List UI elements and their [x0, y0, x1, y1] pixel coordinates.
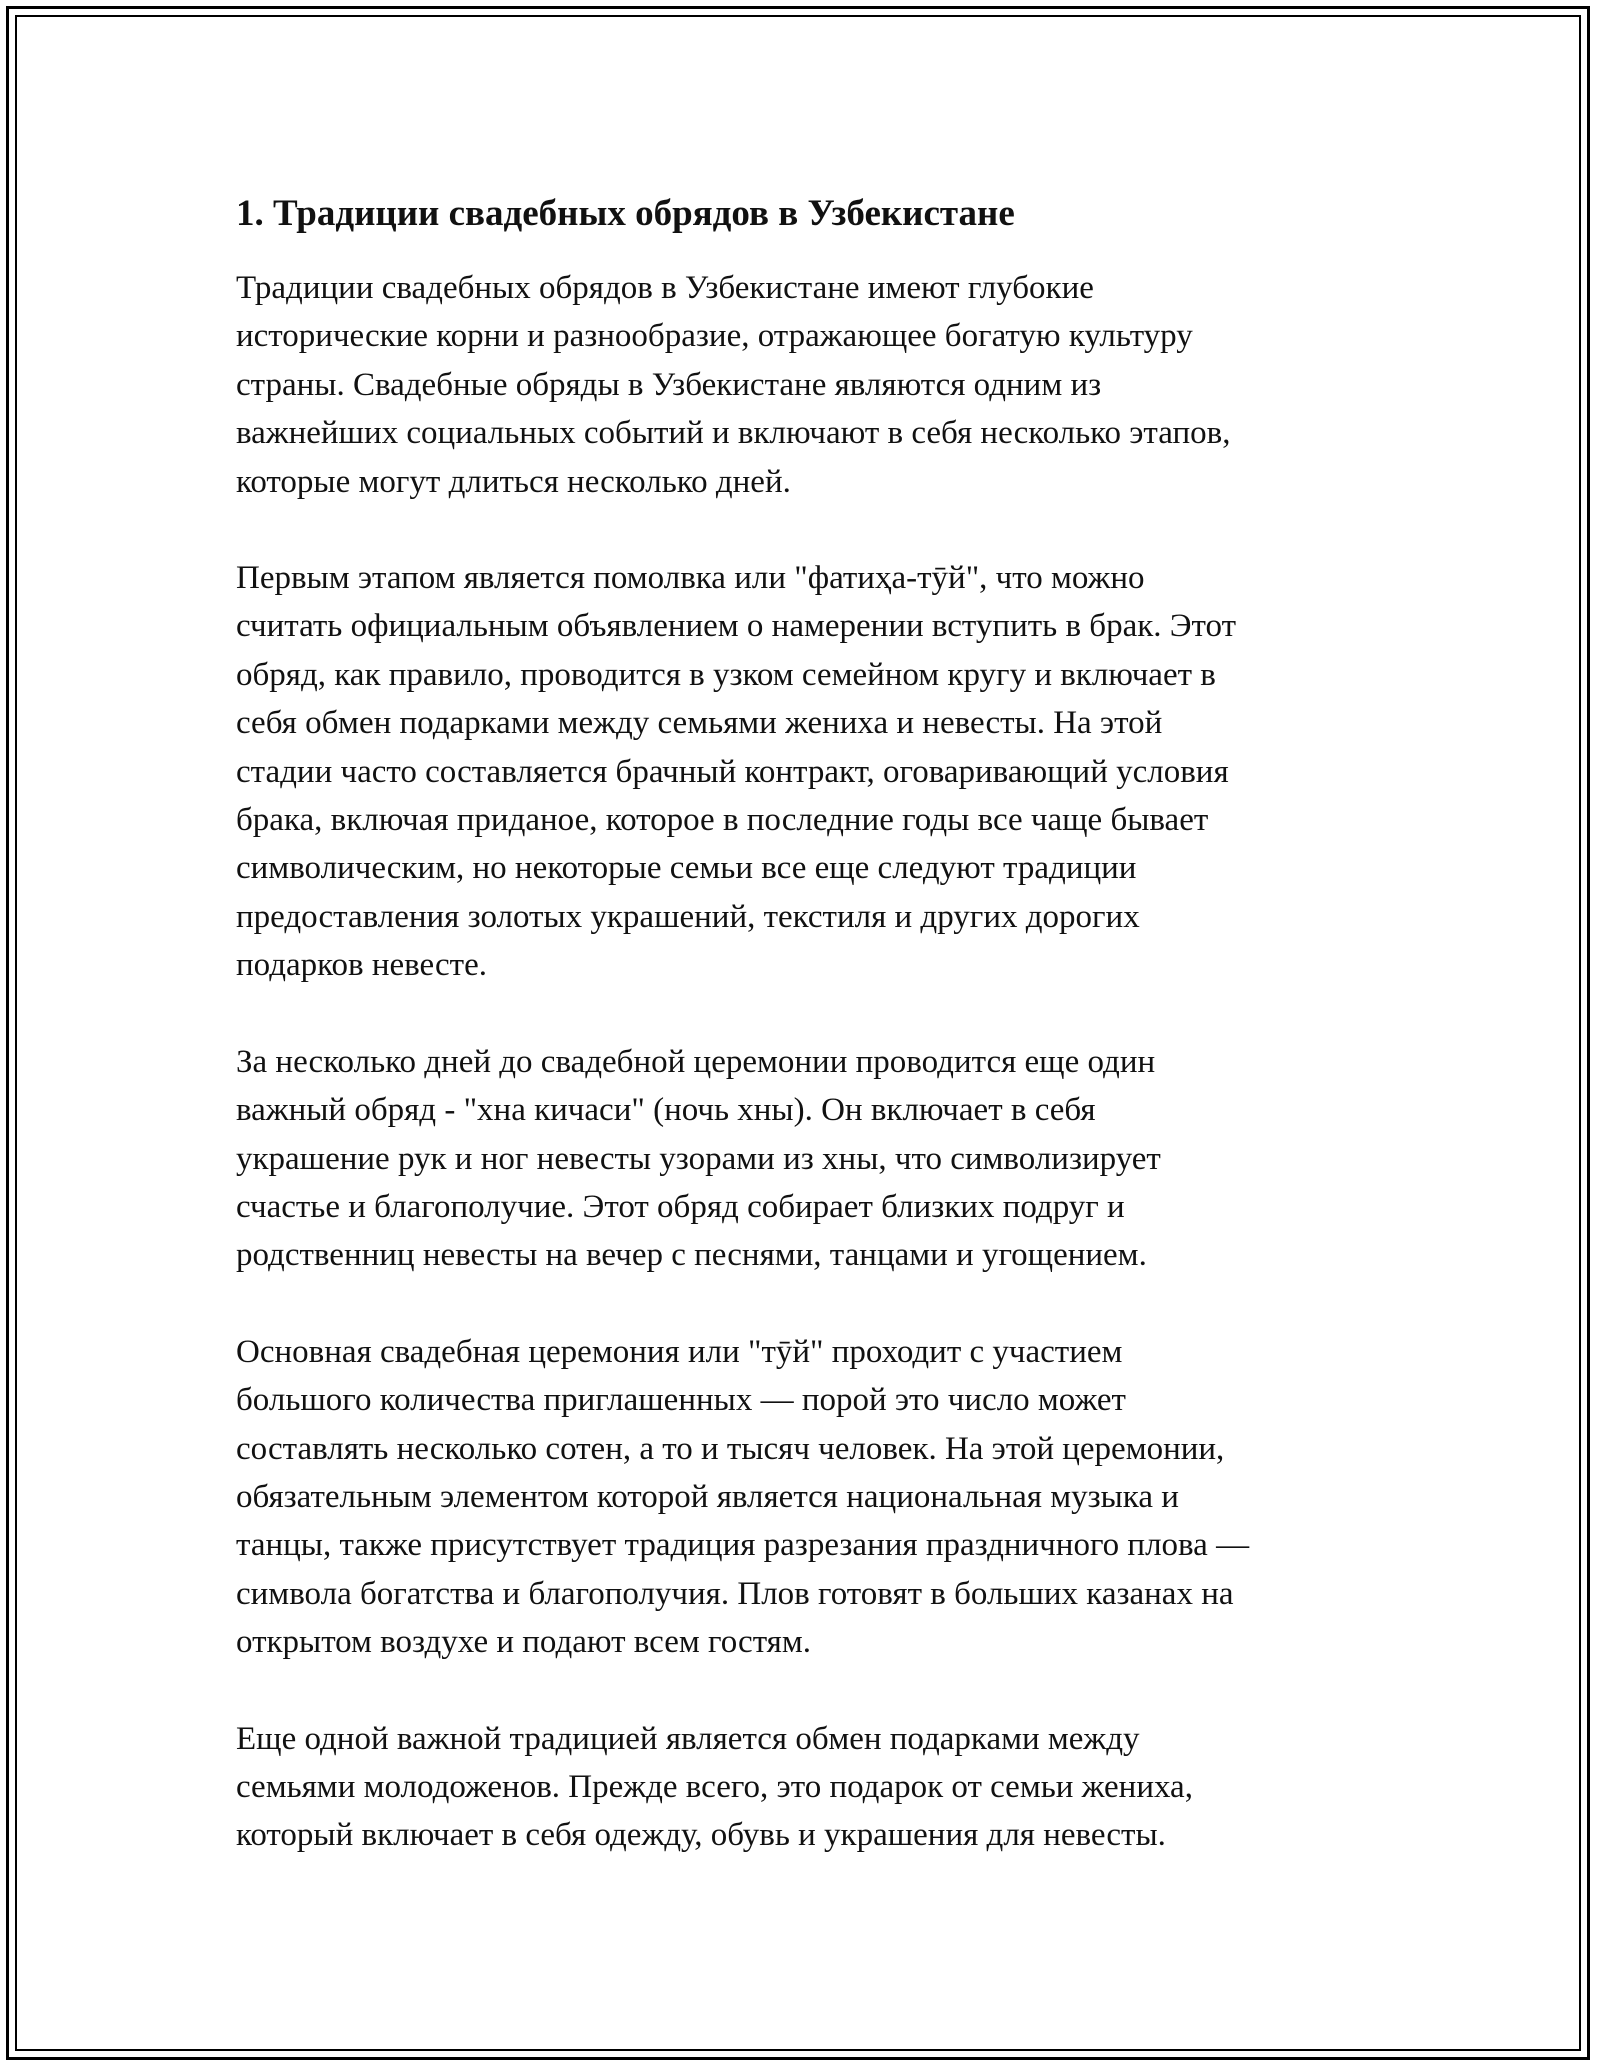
- paragraph-henna-night: [236, 1038, 1376, 1280]
- text-line: стадии часто составляется брачный контракт, оговаривающий условия: [236, 753, 1229, 790]
- text-line: Традиции свадебных обрядов в Узбекистане имеют глубокие: [236, 270, 1094, 306]
- text-line: составлять несколько сотен, а то и тысяч человек. На этой церемонии,: [236, 1430, 1225, 1467]
- text-line: важный обряд - "хна кичаси" (ночь хны). Он включает в себя: [236, 1092, 1096, 1129]
- document-body: [236, 186, 1376, 1908]
- text-line: важнейших социальных событий и включают в себя несколько этапов,: [236, 415, 1231, 452]
- text-line: родственниц невесты на вечер с песнями, танцами и угощением.: [236, 1237, 1147, 1274]
- paragraph-engagement: [236, 554, 1376, 990]
- paragraph-intro: [236, 264, 1376, 506]
- text-line: обязательным элементом которой является национальная музыка и: [236, 1478, 1179, 1515]
- text-line: брака, включая приданое, которое в последние годы все чаще бывает: [236, 802, 1209, 839]
- text-line: которые могут длиться несколько дней.: [236, 463, 791, 500]
- text-line: который включает в себя одежду, обувь и украшения для невесты.: [236, 1817, 1166, 1854]
- text-line: предоставления золотых украшений, текстиля и других дорогих: [236, 898, 1140, 935]
- section-heading: 1. Традиции свадебных обрядов в Узбекистане: [236, 193, 1015, 234]
- text-line: страны. Свадебные обряды в Узбекистане являются одним из: [236, 366, 1102, 403]
- paragraph-gift-exchange: [236, 1715, 1376, 1860]
- text-line: счастье и благополучие. Этот обряд собирает близких подруг и: [236, 1188, 1125, 1225]
- text-line: подарков невесте.: [236, 947, 487, 984]
- paragraph-main-ceremony: [236, 1328, 1376, 1667]
- text-line: считать официальным объявлением о намерении вступить в брак. Этот: [236, 608, 1237, 645]
- text-line: исторические корни и разнообразие, отражающее богатую культуру: [236, 318, 1193, 355]
- text-line: семьями молодоженов. Прежде всего, это подарок от семьи жениха,: [236, 1768, 1193, 1805]
- text-line: открытом воздухе и подают всем гостям.: [236, 1624, 811, 1661]
- text-line: украшение рук и ног невесты узорами из хны, что символизирует: [236, 1140, 1161, 1177]
- text-line: символа богатства и благополучия. Плов готовят в больших казанах на: [236, 1575, 1234, 1612]
- text-line: себя обмен подарками между семьями жениха и невесты. На этой: [236, 705, 1163, 742]
- text-line: танцы, также присутствует традиция разрезания праздничного плова —: [236, 1527, 1250, 1564]
- text-line: обряд, как правило, проводится в узком семейном кругу и включает в: [236, 656, 1216, 693]
- text-line: Основная свадебная церемония или "тӯй" проходит с участием: [236, 1333, 1123, 1370]
- text-line: За несколько дней до свадебной церемонии проводится еще один: [236, 1043, 1156, 1080]
- text-line: символическим, но некоторые семьи все еще следуют традиции: [236, 850, 1137, 887]
- text-line: Еще одной важной традицией является обмен подарками между: [236, 1720, 1140, 1757]
- text-line: Первым этапом является помолвка или "фатиҳа-тӯй", что можно: [236, 560, 1145, 597]
- text-line: большого количества приглашенных — порой это число может: [236, 1382, 1126, 1419]
